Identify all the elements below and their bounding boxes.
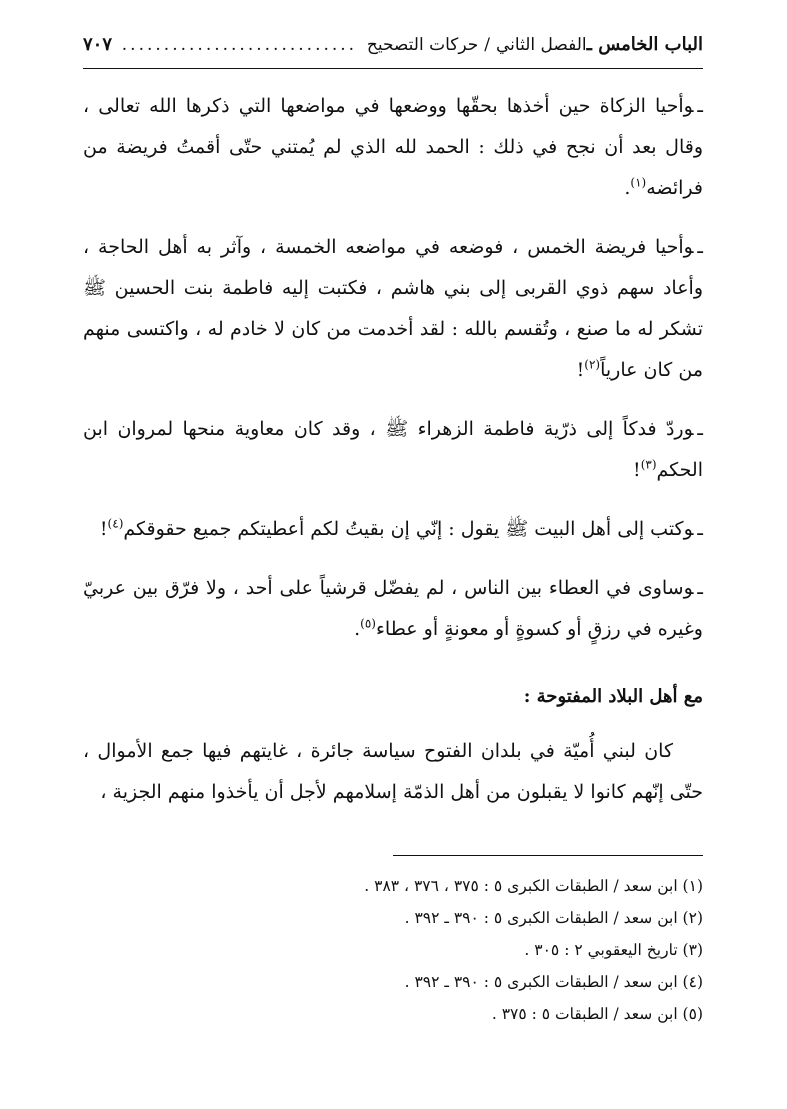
paragraph-text: وأحيا فريضة الخمس ، فوضعه في مواضعه الخمسة ، وآثر به أهل الحاجة ، وأعاد سهم ذوي القربى إلى بني هاشم ، فكتبت إليه فاطمة بنت الحسين ﷺ تشكر له ما صنع ، وتُقسم بالله : لقد أخدمت من كان لا خادم له ، واكتسى منهم من كان عارياً xyxy=(83,236,703,381)
running-header xyxy=(83,34,703,69)
footnote-ref-4[interactable]: (٤) xyxy=(107,516,124,531)
paragraph-end: . xyxy=(354,618,361,640)
footnotes xyxy=(83,870,703,1030)
footnote-divider xyxy=(393,855,703,856)
paragraph-end: ! xyxy=(576,359,585,381)
paragraph-end: . xyxy=(624,177,631,199)
footnote-4: (٤) ابن سعد / الطبقات الكبرى ٥ : ٣٩٠ ـ ٣٩٢ . xyxy=(404,973,703,991)
paragraph-2 xyxy=(83,227,703,391)
closing-paragraph: كان لبني أُميّة في بلدان الفتوح سياسة جائرة ، غايتهم فيها جمع الأموال ، حتّى إنّهم كانوا لا يقبلون من أهل الذمّة إسلامهم لأجل أن يأخذوا منهم الجزية ، xyxy=(83,740,703,803)
paragraph-4 xyxy=(83,509,703,550)
paragraph-5 xyxy=(83,568,703,650)
bullet-dash: ـ xyxy=(697,577,703,599)
bullet-dash: ـ xyxy=(697,236,703,258)
header-section: الفصل الثاني xyxy=(496,35,587,55)
header-subsection: حركات التصحيح xyxy=(366,35,479,55)
footnote-5: (٥) ابن سعد / الطبقات ٥ : ٣٧٥ . xyxy=(491,1005,703,1023)
bullet-dash: ـ xyxy=(697,95,703,117)
page-number: ٧٠٧ xyxy=(83,34,113,55)
footnote-3: (٣) تاريخ اليعقوبي ٢ : ٣٠٥ . xyxy=(524,941,703,959)
paragraph-text: وردّ فدكاً إلى ذرّية فاطمة الزهراء ﷺ ، وقد كان معاوية منحها لمروان ابن الحكم xyxy=(83,418,703,481)
footnote-1: (١) ابن سعد / الطبقات الكبرى ٥ : ٣٧٥ ، ٣٧٦ ، ٣٨٣ . xyxy=(364,877,703,895)
paragraph-text: وأحيا الزكاة حين أخذها بحقّها ووضعها في مواضعها التي ذكرها الله تعالى ، وقال بعد أن نجح في ذلك : الحمد لله الذي لم يُمتني حتّى أقمتُ فريضة من فرائضه xyxy=(83,95,703,199)
section-heading: مع أهل البلاد المفتوحة : xyxy=(523,686,703,707)
footnote-2: (٢) ابن سعد / الطبقات الكبرى ٥ : ٣٩٠ ـ ٣٩٢ . xyxy=(404,909,703,927)
paragraph-end: ! xyxy=(633,459,641,481)
header-chapter: الباب الخامس ـ xyxy=(586,34,703,55)
paragraph-1 xyxy=(83,86,703,209)
paragraph-3 xyxy=(83,409,703,491)
footnote-ref-3[interactable]: (٣) xyxy=(640,457,657,472)
paragraph-text: وكتب إلى أهل البيت ﷺ يقول : إنّي إن بقيتُ لكم أعطيتكم جميع حقوقكم xyxy=(123,518,694,540)
footnote-ref-5[interactable]: (٥) xyxy=(360,616,376,631)
paragraph-end: ! xyxy=(99,518,108,540)
bullet-dash: ـ xyxy=(697,418,703,440)
footnote-ref-2[interactable]: (٢) xyxy=(584,357,601,372)
main-text xyxy=(83,86,703,831)
footnote-ref-1[interactable]: (١) xyxy=(630,175,647,190)
bullet-dash: ـ xyxy=(697,518,703,540)
header-separator: / xyxy=(484,35,491,55)
header-dots: ............................ xyxy=(121,35,358,55)
paragraph-text: وساوى في العطاء بين الناس ، لم يفضّل قرشياً على أحد ، ولا فرّق بين عربيّ وغيره في رزقٍ أو كسوةٍ أو معونةٍ أو عطاء xyxy=(83,577,703,640)
